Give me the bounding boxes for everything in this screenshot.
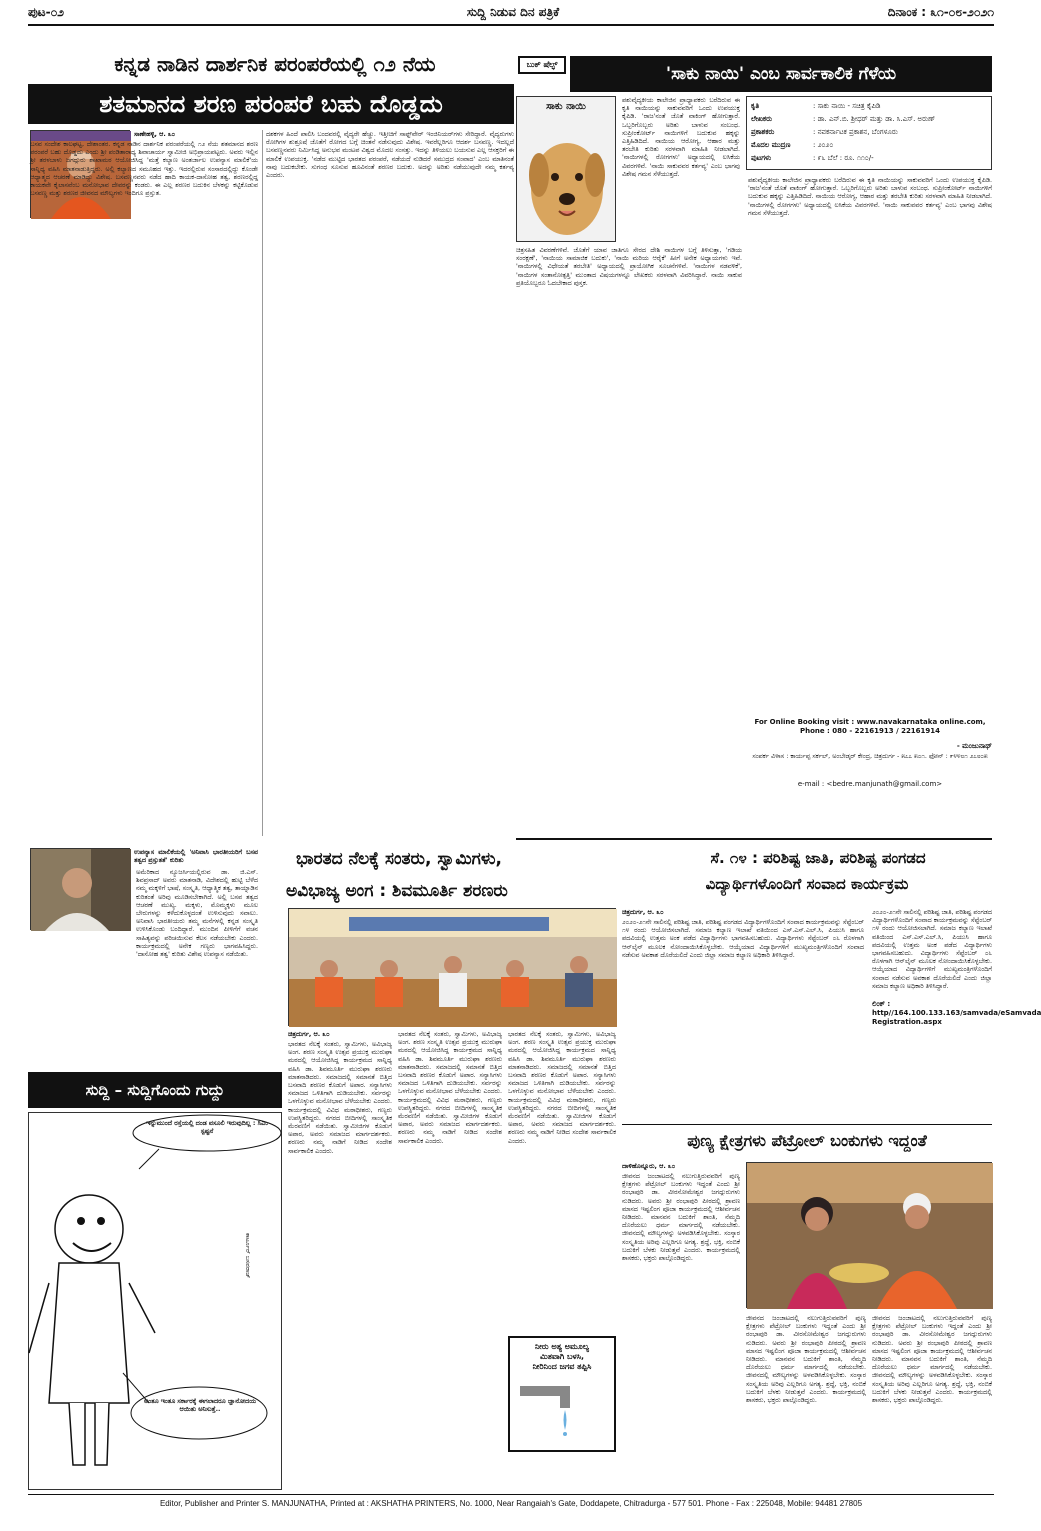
water-ad-line2: ಮಿತವಾಗಿ ಬಳಸಿ, (539, 1352, 585, 1361)
book-kicker: ಬುಕ್ ಷೆಲ್ಫ್ (526, 60, 558, 69)
event-photo (288, 908, 616, 1026)
book-body-col3: ಪಶುವೈದ್ಯಕೀಯ ಕಾಲೇಜಿನ ಪ್ರಾಧ್ಯಾಪಕರು ಬರೆದಿರುವ ಈ ಕೃತಿ ನಾಯಿಯನ್ನು ಸಾಕುವವರಿಗೆ ಒಂದು ಉಪಯುಕ್ತ ಕೈಪಿಡಿ. 'ರಾಜ'ನಂತೆ ಜೊತೆ ವಾಕಿಂಗ್ ಹೋಗುತ್ತಾರೆ. ಒಬ್ಬರಿಗೊಬ್ಬರು ಅರಿತು ಬಾಳುವ ಸಂಬಂಧ. ಸುಪ್ರೀಂಕೋರ್ಟ್ ನಾಯಿಗಳಿಗೆ ಬದುಕುವ ಹಕ್ಕನ್ನು ಎತ್ತಿಹಿಡಿದಿದೆ. ನಾಯಿಯ ಆರೋಗ್ಯ, ಆಹಾರ ಮತ್ತು ತರಬೇತಿ ಕುರಿತು ಸರಳವಾಗಿ ಮಾಹಿತಿ ನೀಡಲಾಗಿದೆ. 'ನಾಯಿಗಳಲ್ಲಿ ರೋಗಗಳು' ಅಧ್ಯಾಯದಲ್ಲಿ ಲಸಿಕೆಯ ವಿವರಗಳಿವೆ. 'ನಾಯಿ ಸಾಕುವವರ ಕರ್ತವ್ಯ' ಎಂಬ ಭಾಗವು ವಿಶೇಷ ಗಮನ ಸೆಳೆಯುತ್ತದೆ. (748, 176, 992, 217)
water-ad-line3: ನೀರಿನಿಂದ ಜಗವ ತಪ್ಪಿಸಿ (532, 1362, 592, 1371)
book-headline: 'ಸಾಕು ನಾಯಿ' ಎಂಬ ಸಾರ್ವಕಾಲಿಕ ಗೆಳೆಯ (665, 64, 897, 84)
book-info-label: ಕೃತಿ (751, 102, 760, 110)
speaker-caption: ಉಪನ್ಯಾಸ ಮಾಲಿಕೆಯಲ್ಲಿ 'ಅನಿವಾಸಿ ಭಾರತೀಯರಿಗೆ ಬಸವ ತತ್ವದ ಪ್ರಸ್ತುತತೆ' ಕುರಿತು (134, 848, 258, 865)
punya-body-col1: ಜೀವನದ ಜಂಜಾಟದಲ್ಲಿ ನಲುಗುತ್ತಿರುವವರಿಗೆ ಪುಣ್ಯ ಕ್ಷೇತ್ರಗಳು ಪೆಟ್ರೋಲ್ ಬಂಕುಗಳು ಇದ್ದಂತೆ ಎಂದು ಶ್ರೀ ರಂಭಾಪುರಿ ಡಾ. ವೀರಸೋಮೇಶ್ವರ ಜಗದ್ಗುರುಗಳು ನುಡಿದರು. ಅವರು ಶ್ರೀ ರಂಭಾಪುರಿ ಪೀಠದಲ್ಲಿ ಶ್ರಾವಣ ಮಾಸದ ಇಷ್ಟಲಿಂಗ ಪೂಜಾ ಕಾರ್ಯಕ್ರಮದಲ್ಲಿ ಆಶೀರ್ವಚನ ನೀಡಿದರು. ಮಾನವನ ಬದುಕಿಗೆ ಶಾಂತಿ, ನೆಮ್ಮದಿ ದೊರೆಯಲು ಧರ್ಮ ಮಾರ್ಗದಲ್ಲಿ ನಡೆಯಬೇಕು. ಜೀವನದಲ್ಲಿ ಮೌಲ್ಯಗಳನ್ನು ಅಳವಡಿಸಿಕೊಳ್ಳಬೇಕು. ಸಂಸ್ಕಾರ ಸಂಸ್ಕೃತಿಯ ಅರಿವು ಎಲ್ಲರಿಗೂ ಅಗತ್ಯ. ಶ್ರದ್ಧೆ, ಭಕ್ತಿ, ನಂಬಿಕೆ ಬದುಕಿಗೆ ಬೆಳಕು ನೀಡುತ್ತವೆ ಎಂದರು. ಕಾರ್ಯಕ್ರಮದಲ್ಲಿ ಶಾಸಕರು, ಭಕ್ತರು ಪಾಲ್ಗೊಂಡಿದ್ದರು. (622, 1172, 740, 1263)
lead-body-col1: ಬಸವ ಸಂದೇಶ ಕಾಲಘಟ್ಟ, ದೇಶಾಂತರ. ಕನ್ನಡ ನಾಡಿನ ದಾರ್ಶನಿಕ ಪರಂಪರೆಯಲ್ಲಿ ೧೨ ನೆಯ ಶತಮಾನದ ಶರಣ ಪರಂಪರೆ ಬಹು ದೊಡ್ಡದು ಎಂದು ಶ್ರೀ ಪಂಡಿತಾರಾಧ್ಯ ಶಿವಾಚಾರ್ಯ ಸ್ವಾಮೀಜಿ ಅಭಿಪ್ರಾಯಪಟ್ಟರು. ಅವರು ಇಲ್ಲಿನ ಶ್ರೀ ತರಳಬಾಳು ಜಗದ್ಗುರು ಶಾಖಾಮಠ ಆಯೋಜಿಸಿದ್ದ 'ಮತ್ತೆ ಕಲ್ಯಾಣ ಅಂತರ್ಜಾಲ ಉಪನ್ಯಾಸ ಮಾಲಿಕೆ'ಯ ಸಾನ್ನಿಧ್ಯ ವಹಿಸಿ ಮಾತನಾಡುತ್ತಿದ್ದರು. ಅಲ್ಲಿ ಕಲ್ಯಾಣದ ಸಮೂಹದ ಇತ್ತು. ಇದರಲ್ಲಿರುವ ಸಂಸಾರದಲ್ಲಿದ್ದು ಕೊಂಡೇ ಆಧ್ಯಾತ್ಮದ ಆಚರಣೆ ಮಾಡಿದ್ದು ವಿಶೇಷ. ಬಸವಣ್ಣನವರು ನಡೆದ ಹಾದಿ ಕಾಯಕ-ದಾಸೋಹ ತತ್ವ, ಶರಣರಲ್ಲಿದ್ದ ಕಾಯಕವೇ ಕೈಲಾಸವೆಂಬ ಮನೋಭಾವ ದೇವರನ್ನು ಕಂಡರು. ಈ ಎಲ್ಲ ಶರಣರ ಬದುಕಿನ ಬೆಳಕನ್ನು ಕಟ್ಟಿಕೊಡುವ ಬಸವಣ್ಣ ಮತ್ತು ಶರಣರ ಜೀವನದ ಮೌಲ್ಯಗಳು ಇಂದಿಗೂ ಪ್ರಸ್ತುತ. (30, 140, 258, 198)
shivamurthy-body-col2: ಭಾರತದ ನೆಲಕ್ಕೆ ಸಂತರು, ಸ್ವಾಮಿಗಳು, ಅವಿಭಾಜ್ಯ ಅಂಗ. ಶರಣ ಸಂಸ್ಕೃತಿ ಉತ್ಸವ ಪ್ರಯುಕ್ತ ಮುರುಘಾ ಮಠದಲ್ಲಿ ಆಯೋಜಿಸಿದ್ದ ಕಾರ್ಯಕ್ರಮದ ಸಾನ್ನಿಧ್ಯ ವಹಿಸಿ ಡಾ. ಶಿವಮೂರ್ತಿ ಮುರುಘಾ ಶರಣರು ಮಾತನಾಡಿದರು. ಸಮಾಜದಲ್ಲಿ ಸಮಾನತೆ ಬಿತ್ತಿದ ಬಸವಾದಿ ಶರಣರ ಕೊಡುಗೆ ಅಪಾರ. ಸನ್ಯಾಸಿಗಳು ಸಮಾಜದ ಒಳಿತಿಗಾಗಿ ದುಡಿಯಬೇಕು. ಸರ್ವರನ್ನು ಒಳಗೊಳ್ಳುವ ಮನೋಭಾವ ಬೆಳೆಯಬೇಕು ಎಂದರು. ಕಾರ್ಯಕ್ರಮದಲ್ಲಿ ವಿವಿಧ ಮಠಾಧೀಶರು, ಗಣ್ಯರು ಉಪಸ್ಥಿತರಿದ್ದರು. ನಗರದ ಬೀದಿಗಳಲ್ಲಿ ಸಾಂಸ್ಕೃತಿಕ ಮೆರವಣಿಗೆ ನಡೆಯಿತು. ಸ್ವಾಮೀಜಿಗಳ ಕೊಡುಗೆ ಅಪಾರ, ಅವರು ಸಮಾಜದ ಮಾರ್ಗದರ್ಶಕರು. ಶರಣರು ನಮ್ಮ ನಾಡಿಗೆ ನೀಡಿದ ಸಂದೇಶ ಸಾರ್ವಕಾಲಿಕ ಎಂದರು. (398, 1030, 502, 1145)
book-info-box (746, 96, 992, 170)
masthead-rule (28, 24, 994, 26)
lead-dateline: ಸಾಣೇಹಳ್ಳಿ, ಆ. ೩೦ (134, 130, 176, 138)
book-reviewer: - ಮಂಜುನಾಥ್ (956, 742, 992, 750)
page-number: ಪುಟ-೦೨ (28, 5, 65, 19)
paper-name: ಸುದ್ದಿ ನಿಡುವ ದಿನ ಪತ್ರಿಕೆ (466, 5, 560, 19)
cartoon-title: ಸುದ್ದಿ – ಸುದ್ದಿಗೊಂದು ಗುದ್ದು (85, 1081, 225, 1099)
book-info-row (751, 100, 987, 113)
punya-headline: ಪುಣ್ಯ ಕ್ಷೇತ್ರಗಳು ಪೆಟ್ರೋಲ್ ಬಂಕುಗಳು ಇದ್ದಂತೆ (687, 1131, 927, 1150)
punya-body-col3: ಜೀವನದ ಜಂಜಾಟದಲ್ಲಿ ನಲುಗುತ್ತಿರುವವರಿಗೆ ಪುಣ್ಯ ಕ್ಷೇತ್ರಗಳು ಪೆಟ್ರೋಲ್ ಬಂಕುಗಳು ಇದ್ದಂತೆ ಎಂದು ಶ್ರೀ ರಂಭಾಪುರಿ ಡಾ. ವೀರಸೋಮೇಶ್ವರ ಜಗದ್ಗುರುಗಳು ನುಡಿದರು. ಅವರು ಶ್ರೀ ರಂಭಾಪುರಿ ಪೀಠದಲ್ಲಿ ಶ್ರಾವಣ ಮಾಸದ ಇಷ್ಟಲಿಂಗ ಪೂಜಾ ಕಾರ್ಯಕ್ರಮದಲ್ಲಿ ಆಶೀರ್ವಚನ ನೀಡಿದರು. ಮಾನವನ ಬದುಕಿಗೆ ಶಾಂತಿ, ನೆಮ್ಮದಿ ದೊರೆಯಲು ಧರ್ಮ ಮಾರ್ಗದಲ್ಲಿ ನಡೆಯಬೇಕು. ಜೀವನದಲ್ಲಿ ಮೌಲ್ಯಗಳನ್ನು ಅಳವಡಿಸಿಕೊಳ್ಳಬೇಕು. ಸಂಸ್ಕಾರ ಸಂಸ್ಕೃತಿಯ ಅರಿವು ಎಲ್ಲರಿಗೂ ಅಗತ್ಯ. ಶ್ರದ್ಧೆ, ಭಕ್ತಿ, ನಂಬಿಕೆ ಬದುಕಿಗೆ ಬೆಳಕು ನೀಡುತ್ತವೆ ಎಂದರು. ಕಾರ್ಯಕ್ರಮದಲ್ಲಿ ಶಾಸಕರು, ಭಕ್ತರು ಪಾಲ್ಗೊಂಡಿದ್ದರು. (872, 1314, 992, 1405)
shivamurthy-kicker: ಭಾರತದ ನೆಲಕ್ಕೆ ಸಂತರು, ಸ್ವಾಮಿಗಳು, (296, 849, 502, 869)
footer-imprint: Editor, Publisher and Printer S. MANJUNATHA, Printed at : AKSHATHA PRINTERS, No. 1000, Near Rangaiah's Gate, Doddapete, Chitradurga - 577 501. Phone - Fax : 225048, Mobile: 94481 27805 (159, 1499, 863, 1508)
book-info-value: : ಡಾ. ಎನ್.ಬಿ. ಶ್ರೀಧರ್ ಮತ್ತು ಡಾ. ಸಿ.ಎಸ್. ಅರುಣ್ (813, 115, 936, 123)
book-email[interactable]: e-mail : <bedre.manjunath@gmail.com> (797, 780, 943, 788)
book-kicker-box (518, 56, 566, 74)
book-bottom-rule (516, 838, 992, 840)
lead-kicker: ಕನ್ನಡ ನಾಡಿನ ದಾರ್ಶನಿಕ ಪರಂಪರೆಯಲ್ಲಿ ೧೨ ನೆಯ (114, 52, 436, 76)
cartoon-title-bar (28, 1072, 282, 1108)
punya-photo (746, 1162, 992, 1308)
punya-top-rule (622, 1124, 992, 1125)
cartoon-artist: ಕಾರ್ಟೂನ್ ಬಸವರಾಜ್ (244, 1233, 251, 1279)
scst-link[interactable]: ಲಿಂಕ್ : http//164.100.133.163/samvada/eSamvada Registration.aspx (872, 1000, 1041, 1026)
book-headline-bar (570, 56, 992, 92)
speaker-body: ಅಮೆರಿಕಾದ ನ್ಯೂಜರ್ಸಿಯಲ್ಲಿರುವ ಡಾ. ಜಿ.ಎಸ್. ಶಿವಪ್ರಸಾದ್ ಅವರು ಮಾತನಾಡಿ, ವಿದೇಶದಲ್ಲಿ ಹುಟ್ಟಿ ಬೆಳೆದ ನಮ್ಮ ಮಕ್ಕಳಿಗೆ ಭಾಷೆ, ಸಂಸ್ಕೃತಿ, ಆಧ್ಯಾತ್ಮಿಕ ತತ್ವ, ತಾಯ್ನಾಡಿನ ಕುರಿತಂತೆ ಅರಿವು ಮೂಡಿಸಬೇಕಾಗಿದೆ. ಅಲ್ಲಿ ಬಸವ ತತ್ವದ ಆಚರಣೆ ಮುಖ್ಯ. ಮಕ್ಕಳು, ಮೊಮ್ಮಕ್ಕಳು ಮೂಲ ಬೇರುಗಳನ್ನು ಕಳೆದುಕೊಳ್ಳದಂತೆ ಉಳಿಸುವುದು ಸವಾಲು. ಅನಿವಾಸಿ ಭಾರತೀಯರು ತಮ್ಮ ಮನೆಗಳಲ್ಲಿ ಕನ್ನಡ ಸಂಸ್ಕೃತಿ ಉಳಿಸಿಕೊಂಡು ಬಂದಿದ್ದಾರೆ. ಮುಂದಿನ ಪೀಳಿಗೆಗೆ ವಚನ ಸಾಹಿತ್ಯವನ್ನು ಪರಿಚಯಿಸುವ ಕೆಲಸ ನಡೆಯಬೇಕು ಎಂದರು. ಕಾರ್ಯಕ್ರಮದಲ್ಲಿ ಅನೇಕ ಗಣ್ಯರು ಭಾಗವಹಿಸಿದ್ದರು. 'ದಾಸೋಹ ತತ್ವ' ಕುರಿತು ವಿಶೇಷ ಉಪನ್ಯಾಸ ನಡೆಯಿತು. (136, 868, 258, 959)
cartoon-panel (28, 1112, 282, 1490)
shivamurthy-body-col1: ಭಾರತದ ನೆಲಕ್ಕೆ ಸಂತರು, ಸ್ವಾಮಿಗಳು, ಅವಿಭಾಜ್ಯ ಅಂಗ. ಶರಣ ಸಂಸ್ಕೃತಿ ಉತ್ಸವ ಪ್ರಯುಕ್ತ ಮುರುಘಾ ಮಠದಲ್ಲಿ ಆಯೋಜಿಸಿದ್ದ ಕಾರ್ಯಕ್ರಮದ ಸಾನ್ನಿಧ್ಯ ವಹಿಸಿ ಡಾ. ಶಿವಮೂರ್ತಿ ಮುರುಘಾ ಶರಣರು ಮಾತನಾಡಿದರು. ಸಮಾಜದಲ್ಲಿ ಸಮಾನತೆ ಬಿತ್ತಿದ ಬಸವಾದಿ ಶರಣರ ಕೊಡುಗೆ ಅಪಾರ. ಸನ್ಯಾಸಿಗಳು ಸಮಾಜದ ಒಳಿತಿಗಾಗಿ ದುಡಿಯಬೇಕು. ಸರ್ವರನ್ನು ಒಳಗೊಳ್ಳುವ ಮನೋಭಾವ ಬೆಳೆಯಬೇಕು ಎಂದರು. ಕಾರ್ಯಕ್ರಮದಲ್ಲಿ ವಿವಿಧ ಮಠಾಧೀಶರು, ಗಣ್ಯರು ಉಪಸ್ಥಿತರಿದ್ದರು. ನಗರದ ಬೀದಿಗಳಲ್ಲಿ ಸಾಂಸ್ಕೃತಿಕ ಮೆರವಣಿಗೆ ನಡೆಯಿತು. ಸ್ವಾಮೀಜಿಗಳ ಕೊಡುಗೆ ಅಪಾರ, ಅವರು ಸಮಾಜದ ಮಾರ್ಗದರ್ಶಕರು. ಶರಣರು ನಮ್ಮ ನಾಡಿಗೆ ನೀಡಿದ ಸಂದೇಶ ಸಾರ್ವಕಾಲಿಕ ಎಂದರು. (288, 1040, 392, 1155)
masthead (28, 4, 994, 22)
book-info-row (751, 152, 987, 165)
footer-rule (28, 1494, 994, 1495)
shivamurthy-dateline: ಚಿತ್ರದುರ್ಗ, ಆ. ೩೦ (288, 1030, 330, 1038)
scst-headline-2: ವಿದ್ಯಾರ್ಥಿಗಳೊಂದಿಗೆ ಸಂವಾದ ಕಾರ್ಯಕ್ರಮ (705, 875, 909, 893)
book-info-value: : ೨೦೨೦ (813, 141, 834, 149)
book-info-list (751, 100, 987, 165)
book-info-label: ಪುಟಗಳು (751, 154, 772, 162)
book-online-booking: For Online Booking visit : www.navakarnataka online.com, Phone : 080 - 22161913 / 22161914 (754, 718, 986, 735)
lead-col-divider (262, 130, 263, 836)
dog-illustration (517, 119, 617, 239)
scst-body: ೨೦೨೦-೨೧ನೇ ಸಾಲಿನಲ್ಲಿ ಪರಿಶಿಷ್ಟ ಜಾತಿ, ಪರಿಶಿಷ್ಟ ಪಂಗಡದ ವಿದ್ಯಾರ್ಥಿಗಳೊಂದಿಗೆ ಸಂವಾದ ಕಾರ್ಯಕ್ರಮವನ್ನು ಸೆಪ್ಟೆಂಬರ್ ೧೪ ರಂದು ಆಯೋಜಿಸಲಾಗಿದೆ. ಸಮಾಜ ಕಲ್ಯಾಣ ಇಲಾಖೆ ವತಿಯಿಂದ ಎಸ್.ಎಸ್.ಎಲ್.ಸಿ, ಪಿಯುಸಿ ಹಾಗೂ ಪದವಿಯಲ್ಲಿ ಉತ್ತಮ ಅಂಕ ಪಡೆದ ವಿದ್ಯಾರ್ಥಿಗಳು ಭಾಗವಹಿಸಬಹುದು. ವಿದ್ಯಾರ್ಥಿಗಳು ಸೆಪ್ಟೆಂಬರ್ ೦೬ ರೊಳಗಾಗಿ ಆನ್‌ಲೈನ್ ಮೂಲಕ ನೋಂದಾಯಿಸಿಕೊಳ್ಳಬೇಕು. ಆಯ್ಕೆಯಾದ ವಿದ್ಯಾರ್ಥಿಗಳಿಗೆ ಮುಖ್ಯಮಂತ್ರಿಗಳೊಂದಿಗೆ ಸಂವಾದ ನಡೆಸುವ ಅವಕಾಶ ದೊರೆಯಲಿದೆ ಎಂದು ಜಿಲ್ಲಾ ಸಮಾಜ ಕಲ್ಯಾಣ ಅಧಿಕಾರಿ ತಿಳಿಸಿದ್ದಾರೆ. (622, 918, 864, 959)
book-cover-title: ಸಾಕು ನಾಯಿ (546, 101, 586, 112)
book-info-row (751, 113, 987, 126)
book-info-value: : ಸಾಕು ನಾಯಿ - ಸಚಿತ್ರ ಕೈಪಿಡಿ (813, 102, 881, 110)
water-ad-line1: ನೀರು ಅತ್ಯ ಅಮೂಲ್ಯ (535, 1342, 589, 1351)
book-body-col2: ಚಿತ್ರಸಹಿತ ವಿವರಣೆಗಳಿವೆ. ಜೊತೆಗೆ ಯಾವ ಜಾತಿಗೂ ಸೇರದ ದೇಶಿ ನಾಯಿಗಳ ಬಗ್ಗೆ ತಿಳಿಸುತ್ತಾ, 'ಗಡಿಯ ಸಂರಕ್ಷಣೆ', 'ನಾಯಿಯ ಸಾಮಾಜಿಕ ಬದುಕು', 'ನಾಯಿ ಮರಿಯ ಆರೈಕೆ' ಹೀಗೆ ಅನೇಕ ಅಧ್ಯಾಯಗಳು ಇವೆ. 'ನಾಯಿಗಳಲ್ಲಿ ವಿಧೇಯತೆ ತರಬೇತಿ' ಅಧ್ಯಾಯದಲ್ಲಿ ಪ್ರಾಯೋಗಿಕ ಸೂಚನೆಗಳಿವೆ. 'ನಾಯಿಗಳ ನಡವಳಿಕೆ', 'ನಾಯಿಗಳ ಸಂತಾನೋತ್ಪತ್ತಿ' ಮುಂತಾದ ವಿಷಯಗಳನ್ನೂ ಲೇಖಕರು ಸರಳವಾಗಿ ವಿವರಿಸಿದ್ದಾರೆ. ನಾಯಿ ಸಾಕುವ ಪ್ರತಿಯೊಬ್ಬರೂ ಓದಬೇಕಾದ ಪುಸ್ತಕ. (516, 246, 742, 287)
book-info-value: : ೯೬ ಬೆಲೆ : ರೂ. ೧೧೦/- (813, 154, 874, 162)
scst-headline-1: ಸೆ. ೧೪ : ಪರಿಶಿಷ್ಟ ಜಾತಿ, ಪರಿಶಿಷ್ಟ ಪಂಗಡದ (710, 849, 926, 867)
punya-dateline: ದಾಳಿಹೊನ್ನೂರು, ಆ. ೩೦ (622, 1162, 676, 1170)
book-info-value: : ನವಕರ್ನಾಟಕ ಪ್ರಕಾಶನ, ಬೆಂಗಳೂರು (813, 128, 898, 136)
lead-headline: ಶತಮಾನದ ಶರಣ ಪರಂಪರೆ ಬಹು ದೊಡ್ಡದು (99, 90, 443, 118)
punya-body-col2: ಜೀವನದ ಜಂಜಾಟದಲ್ಲಿ ನಲುಗುತ್ತಿರುವವರಿಗೆ ಪುಣ್ಯ ಕ್ಷೇತ್ರಗಳು ಪೆಟ್ರೋಲ್ ಬಂಕುಗಳು ಇದ್ದಂತೆ ಎಂದು ಶ್ರೀ ರಂಭಾಪುರಿ ಡಾ. ವೀರಸೋಮೇಶ್ವರ ಜಗದ್ಗುರುಗಳು ನುಡಿದರು. ಅವರು ಶ್ರೀ ರಂಭಾಪುರಿ ಪೀಠದಲ್ಲಿ ಶ್ರಾವಣ ಮಾಸದ ಇಷ್ಟಲಿಂಗ ಪೂಜಾ ಕಾರ್ಯಕ್ರಮದಲ್ಲಿ ಆಶೀರ್ವಚನ ನೀಡಿದರು. ಮಾನವನ ಬದುಕಿಗೆ ಶಾಂತಿ, ನೆಮ್ಮದಿ ದೊರೆಯಲು ಧರ್ಮ ಮಾರ್ಗದಲ್ಲಿ ನಡೆಯಬೇಕು. ಜೀವನದಲ್ಲಿ ಮೌಲ್ಯಗಳನ್ನು ಅಳವಡಿಸಿಕೊಳ್ಳಬೇಕು. ಸಂಸ್ಕಾರ ಸಂಸ್ಕೃತಿಯ ಅರಿವು ಎಲ್ಲರಿಗೂ ಅಗತ್ಯ. ಶ್ರದ್ಧೆ, ಭಕ್ತಿ, ನಂಬಿಕೆ ಬದುಕಿಗೆ ಬೆಳಕು ನೀಡುತ್ತವೆ ಎಂದರು. ಕಾರ್ಯಕ್ರಮದಲ್ಲಿ ಶಾಸಕರು, ಭಕ್ತರು ಪಾಲ್ಗೊಂಡಿದ್ದರು. (746, 1314, 866, 1405)
book-body-col1: ಪಶುವೈದ್ಯಕೀಯ ಕಾಲೇಜಿನ ಪ್ರಾಧ್ಯಾಪಕರು ಬರೆದಿರುವ ಈ ಕೃತಿ ನಾಯಿಯನ್ನು ಸಾಕುವವರಿಗೆ ಒಂದು ಉಪಯುಕ್ತ ಕೈಪಿಡಿ. 'ರಾಜ'ನಂತೆ ಜೊತೆ ವಾಕಿಂಗ್ ಹೋಗುತ್ತಾರೆ. ಒಬ್ಬರಿಗೊಬ್ಬರು ಅರಿತು ಬಾಳುವ ಸಂಬಂಧ. ಸುಪ್ರೀಂಕೋರ್ಟ್ ನಾಯಿಗಳಿಗೆ ಬದುಕುವ ಹಕ್ಕನ್ನು ಎತ್ತಿಹಿಡಿದಿದೆ. ನಾಯಿಯ ಆರೋಗ್ಯ, ಆಹಾರ ಮತ್ತು ತರಬೇತಿ ಕುರಿತು ಸರಳವಾಗಿ ಮಾಹಿತಿ ನೀಡಲಾಗಿದೆ. 'ನಾಯಿಗಳಲ್ಲಿ ರೋಗಗಳು' ಅಧ್ಯಾಯದಲ್ಲಿ ಲಸಿಕೆಯ ವಿವರಗಳಿವೆ. 'ನಾಯಿ ಸಾಕುವವರ ಕರ್ತವ್ಯ' ಎಂಬ ಭಾಗವು ವಿಶೇಷ ಗಮನ ಸೆಳೆಯುತ್ತದೆ. (622, 96, 740, 178)
book-info-label: ಲೇಖಕರು (751, 115, 773, 123)
lead-body-col2: ದಶಕಗಳ ಹಿಂದೆ ಪಾಲಿಸಿ ಬಂದವರಲ್ಲಿ ವೈದ್ಯರೇ ಹೆಚ್ಚು. ಇತ್ತೀಚಿಗೆ ಸಾಫ್ಟ್‌ವೇರ್ ಇಂಜಿನಿಯರ್‌ಗಳು ಸೇರಿದ್ದಾರೆ. ವೈದ್ಯರುಗಳು ರೋಗಿಗಳ ಶುಶ್ರೂಷೆ ಜೊತೆಗೆ ರೋಗದ ಬಗ್ಗೆ ಚಿಂತನೆ ನಡೆಸುವುದು ವಿಶೇಷ. ಇವರೆಲ್ಲರಿಗೂ ಆದರ್ಶ ಬಸವಣ್ಣ. ಇದಲ್ಲದೆ ಬಸವಣ್ಣನವರು ನಿರ್ಮಿಸಿದ್ದ ಅನುಭವ ಮಂಟಪ ವಿಶ್ವದ ಮೊದಲ ಸಂಸತ್ತು. ಇದನ್ನು ತಿಳಿಯಲು ಬಯಸುವ ಎಲ್ಲ ಆಸಕ್ತರಿಗೆ ಈ ಮಾಲಿಕೆ ಉಪಯುಕ್ತ. 'ನಡೆದ ಮುಟ್ಟಿದ ಭಾರತದ ಪರಂಪರೆ, ನಡೆಯದೆ ನುಡಿದರೆ ಸಮುದ್ರದ ಸಂವಾದ' ಎಂಬ ಮಾತಿನಂತೆ ನಾವು ಬದುಕಬೇಕು. ಸುಗಂಧ ಸೂಸುವ ಹೂವಿನಂತೆ ಶರಣರ ಬದುಕು. ಅದನ್ನು ಅರಿತು ನಡೆಯುವುದೇ ನಮ್ಮ ಕರ್ತವ್ಯ ಎಂದರು. (266, 130, 514, 180)
water-ad (508, 1336, 616, 1452)
lead-headline-bar (28, 84, 514, 124)
shivamurthy-headline: ಅವಿಭಾಜ್ಯ ಅಂಗ : ಶಿವಮೂರ್ತಿ ಶರಣರು (286, 881, 508, 901)
book-info-row (751, 126, 987, 139)
book-info-row (751, 139, 987, 152)
cartoon-top-bubble: ಇನ್ನುಮುಂದೆ ರಸ್ತೆಯಲ್ಲಿ ದಂಡ ವಸೂಲಿ ಇರುವುದಿಲ್ಲ : ಸಿಎಂ ಸ್ಪಷ್ಟನೆ (146, 1119, 268, 1136)
book-cover (516, 96, 616, 242)
cartoon-speech: ಅಂತೂ ಇಂತೂ ಸರ್ಕಾರಕ್ಕೆ ಈಗಲಾದರೂ ಜ್ಞಾನೋದಯ ಆಯಿತು ಅನಿಸುತ್ತೆ.. (144, 1397, 256, 1414)
scst-dateline: ಚಿತ್ರದುರ್ಗ, ಆ. ೩೦ (622, 908, 664, 916)
book-info-label: ಮೊದಲ ಮುದ್ರಣ (751, 141, 791, 149)
tap-illustration (510, 1376, 614, 1436)
book-info-label: ಪ್ರಕಾಶಕರು (751, 128, 775, 136)
shivamurthy-body-col3: ಭಾರತದ ನೆಲಕ್ಕೆ ಸಂತರು, ಸ್ವಾಮಿಗಳು, ಅವಿಭಾಜ್ಯ ಅಂಗ. ಶರಣ ಸಂಸ್ಕೃತಿ ಉತ್ಸವ ಪ್ರಯುಕ್ತ ಮುರುಘಾ ಮಠದಲ್ಲಿ ಆಯೋಜಿಸಿದ್ದ ಕಾರ್ಯಕ್ರಮದ ಸಾನ್ನಿಧ್ಯ ವಹಿಸಿ ಡಾ. ಶಿವಮೂರ್ತಿ ಮುರುಘಾ ಶರಣರು ಮಾತನಾಡಿದರು. ಸಮಾಜದಲ್ಲಿ ಸಮಾನತೆ ಬಿತ್ತಿದ ಬಸವಾದಿ ಶರಣರ ಕೊಡುಗೆ ಅಪಾರ. ಸನ್ಯಾಸಿಗಳು ಸಮಾಜದ ಒಳಿತಿಗಾಗಿ ದುಡಿಯಬೇಕು. ಸರ್ವರನ್ನು ಒಳಗೊಳ್ಳುವ ಮನೋಭಾವ ಬೆಳೆಯಬೇಕು ಎಂದರು. ಕಾರ್ಯಕ್ರಮದಲ್ಲಿ ವಿವಿಧ ಮಠಾಧೀಶರು, ಗಣ್ಯರು ಉಪಸ್ಥಿತರಿದ್ದರು. ನಗರದ ಬೀದಿಗಳಲ್ಲಿ ಸಾಂಸ್ಕೃತಿಕ ಮೆರವಣಿಗೆ ನಡೆಯಿತು. ಸ್ವಾಮೀಜಿಗಳ ಕೊಡುಗೆ ಅಪಾರ, ಅವರು ಸಮಾಜದ ಮಾರ್ಗದರ್ಶಕರು. ಶರಣರು ನಮ್ಮ ನಾಡಿಗೆ ನೀಡಿದ ಸಂದೇಶ ಸಾರ್ವಕಾಲಿಕ ಎಂದರು. (508, 1030, 616, 1145)
scst-body-col2: ೨೦೨೦-೨೧ನೇ ಸಾಲಿನಲ್ಲಿ ಪರಿಶಿಷ್ಟ ಜಾತಿ, ಪರಿಶಿಷ್ಟ ಪಂಗಡದ ವಿದ್ಯಾರ್ಥಿಗಳೊಂದಿಗೆ ಸಂವಾದ ಕಾರ್ಯಕ್ರಮವನ್ನು ಸೆಪ್ಟೆಂಬರ್ ೧೪ ರಂದು ಆಯೋಜಿಸಲಾಗಿದೆ. ಸಮಾಜ ಕಲ್ಯಾಣ ಇಲಾಖೆ ವತಿಯಿಂದ ಎಸ್.ಎಸ್.ಎಲ್.ಸಿ, ಪಿಯುಸಿ ಹಾಗೂ ಪದವಿಯಲ್ಲಿ ಉತ್ತಮ ಅಂಕ ಪಡೆದ ವಿದ್ಯಾರ್ಥಿಗಳು ಭಾಗವಹಿಸಬಹುದು. ವಿದ್ಯಾರ್ಥಿಗಳು ಸೆಪ್ಟೆಂಬರ್ ೦೬ ರೊಳಗಾಗಿ ಆನ್‌ಲೈನ್ ಮೂಲಕ ನೋಂದಾಯಿಸಿಕೊಳ್ಳಬೇಕು. ಆಯ್ಕೆಯಾದ ವಿದ್ಯಾರ್ಥಿಗಳಿಗೆ ಮುಖ್ಯಮಂತ್ರಿಗಳೊಂದಿಗೆ ಸಂವಾದ ನಡೆಸುವ ಅವಕಾಶ ದೊರೆಯಲಿದೆ ಎಂದು ಜಿಲ್ಲಾ ಸಮಾಜ ಕಲ್ಯಾಣ ಅಧಿಕಾರಿ ತಿಳಿಸಿದ್ದಾರೆ. (872, 908, 992, 990)
book-contact: ಸಂಪರ್ಕ ವಿಳಾಸ : ಕಾರ್ಯಪ್ಪ ಸರ್ಕಲ್, ಅಂಬೇಡ್ಕರ್ ಕೇಂದ್ರ, ಚಿತ್ರದುರ್ಗ - ೫೭೭ ೫೦೧. ಫೋನ್ : ೯೪೪೮೧ ೨೭೮೦೫ (752, 752, 988, 760)
issue-date: ದಿನಾಂಕ : ೩೧-೦೮-೨೦೨೧ (887, 5, 994, 19)
